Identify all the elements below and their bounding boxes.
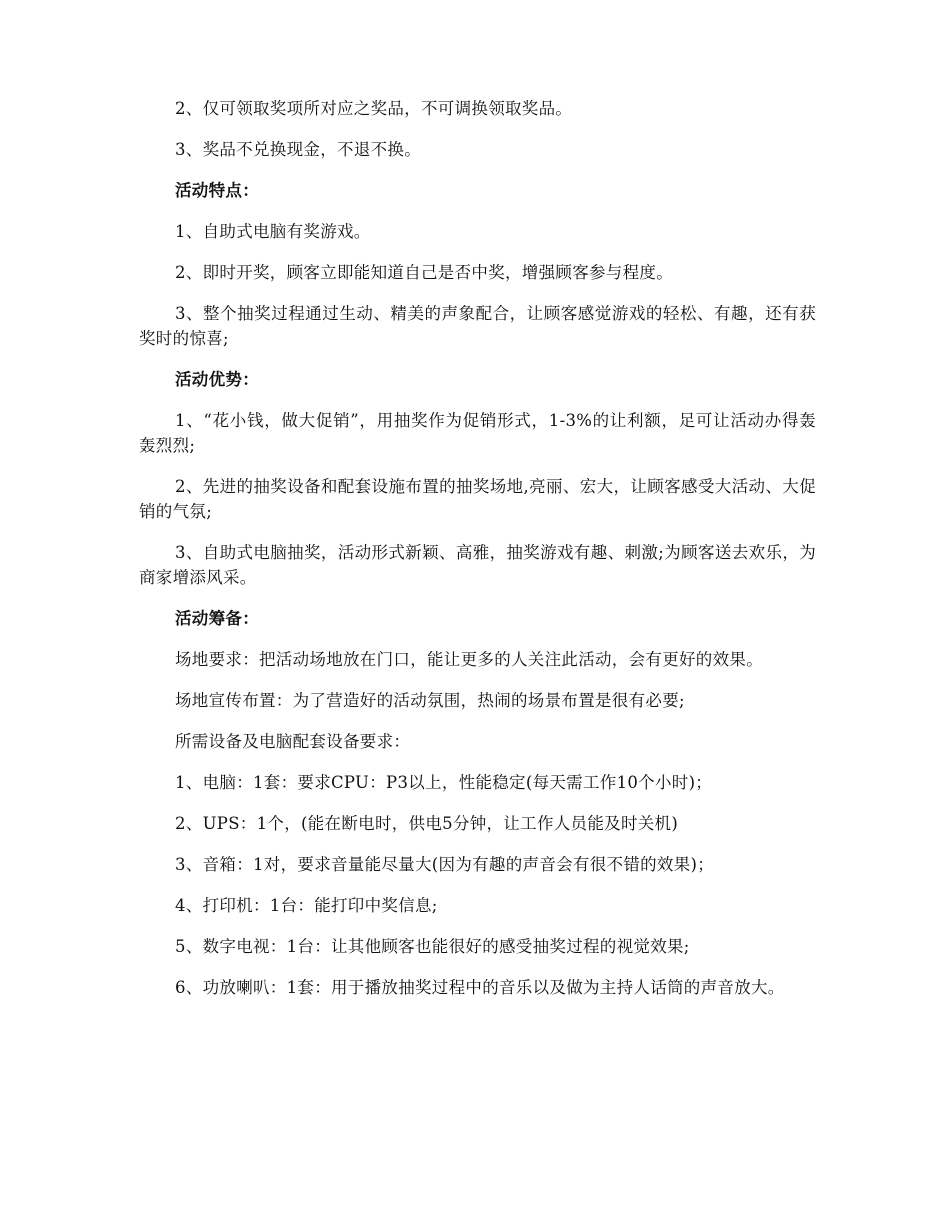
paragraph: 3、整个抽奖过程通过生动、精美的声象配合，让顾客感觉游戏的轻松、有趣，还有获奖时的惊喜; xyxy=(139,304,816,348)
equipment-item: 6、功放喇叭：1套：用于播放抽奖过程中的音乐以及做为主持人话筒的声音放大。 xyxy=(175,978,785,997)
equipment-item: 2、UPS：1个，(能在断电时，供电5分钟，让工作人员能及时关机) xyxy=(175,814,679,833)
equipment-item: 5、数字电视：1台：让其他顾客也能很好的感受抽奖过程的视觉效果; xyxy=(175,937,690,956)
paragraph: 1、自助式电脑有奖游戏。 xyxy=(175,222,371,241)
paragraph: 场地要求：把活动场地放在门口，能让更多的人关注此活动，会有更好的效果。 xyxy=(175,650,763,669)
paragraph: 场地宣传布置：为了营造好的活动氛围，热闹的场景布置是很有必要; xyxy=(175,691,685,710)
equipment-item: 3、音箱：1对，要求音量能尽量大(因为有趣的声音会有很不错的效果)； xyxy=(175,855,715,874)
paragraph: 3、自助式电脑抽奖，活动形式新颖、高雅，抽奖游戏有趣、刺激;为顾客送去欢乐，为商家增添风采。 xyxy=(139,543,816,587)
paragraph: 1、“花小钱，做大促销”，用抽奖作为促销形式，1-3%的让利额，足可让活动办得轰轰烈烈; xyxy=(139,411,816,455)
section-heading: 活动特点： xyxy=(175,181,259,200)
paragraph: 2、即时开奖，顾客立即能知道自己是否中奖，增强顾客参与程度。 xyxy=(175,263,673,282)
section-heading: 活动筹备： xyxy=(175,609,259,628)
equipment-item: 1、电脑：1套：要求CPU：P3以上，性能稳定(每天需工作10个小时)； xyxy=(175,773,713,792)
paragraph: 所需设备及电脑配套设备要求： xyxy=(175,732,411,751)
paragraph: 3、奖品不兑换现金，不退不换。 xyxy=(175,140,421,159)
paragraph: 2、先进的抽奖设备和配套设施布置的抽奖场地,亮丽、宏大，让顾客感受大活动、大促销的气氛; xyxy=(139,477,816,521)
equipment-item: 4、打印机：1台：能打印中奖信息; xyxy=(175,896,438,915)
section-heading: 活动优势： xyxy=(175,370,259,389)
paragraph: 2、仅可领取奖项所对应之奖品，不可调换领取奖品。 xyxy=(175,99,573,118)
document-body xyxy=(139,96,816,1016)
